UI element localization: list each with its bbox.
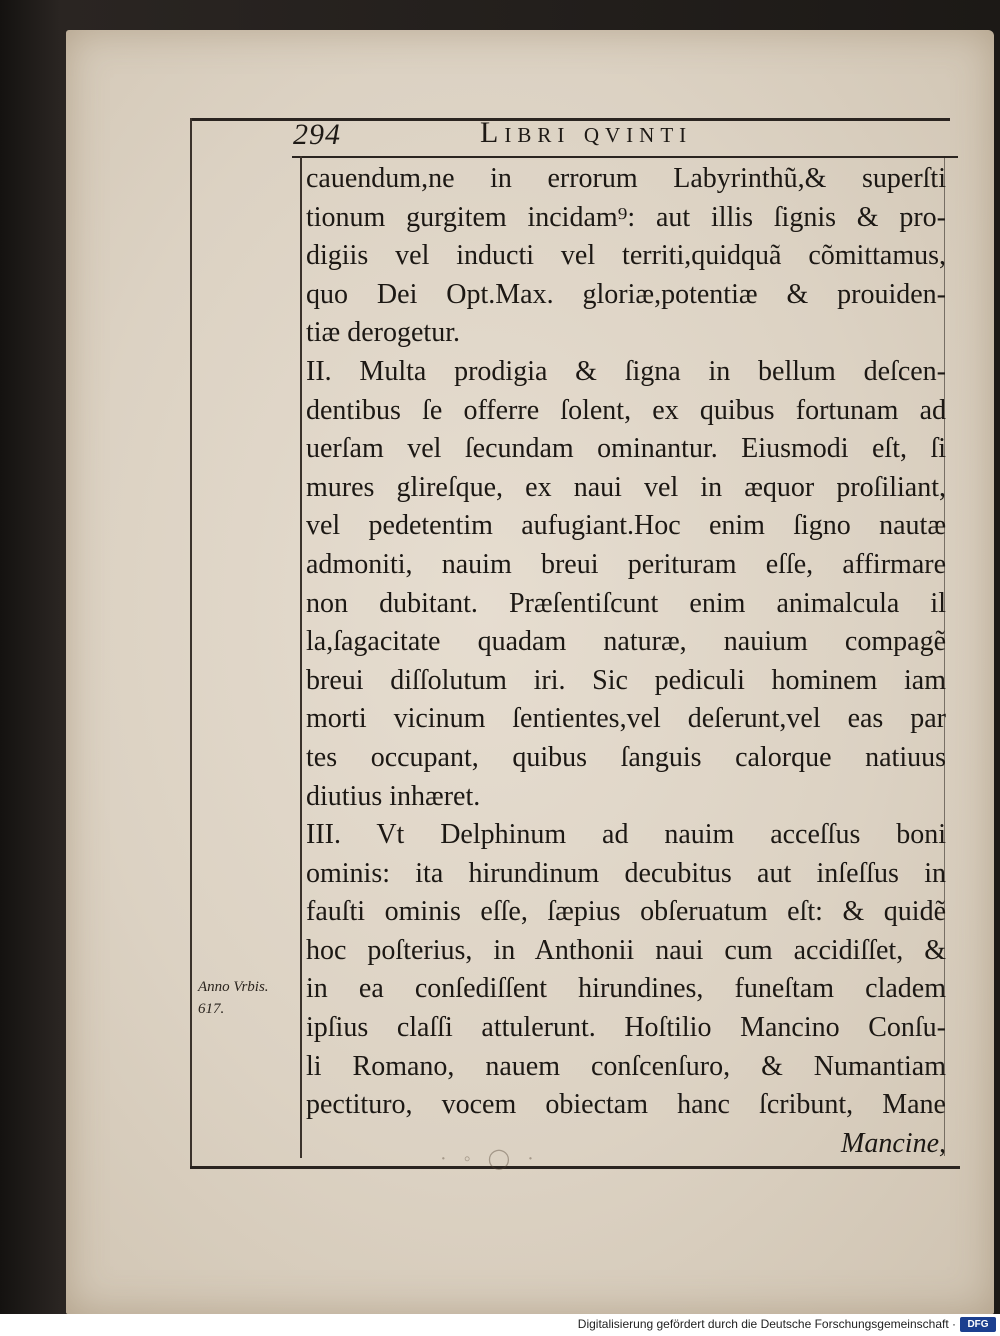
text-line: II. Multa prodigia & ſigna in bellum deſcen- — [306, 355, 946, 387]
text-line: tes occupant, quibus ſanguis calorque natiuus — [306, 741, 946, 773]
catchword: Mancine, — [841, 1127, 946, 1159]
text-line: dentibus ſe offerre ſolent, ex quibus fortunam ad — [306, 394, 946, 426]
text-line: tiæ derogetur. — [306, 317, 460, 349]
margin-note — [198, 976, 298, 1020]
text-line: mures glireſque, ex naui vel in æquor proſiliant, — [306, 471, 946, 503]
text-line: hoc poſterius, in Anthonii naui cum accidiſſet, & — [306, 934, 946, 966]
text-line: digiis vel inducti vel territi,quidquã cõmittamus, — [306, 240, 946, 272]
text-line: vel pedetentim aufugiant.Hoc enim ſigno nautæ — [306, 510, 946, 542]
frame-left-rule — [190, 118, 192, 1168]
margin-note-line: 617. — [198, 1001, 225, 1017]
text-line: li Romano, nauem conſcenſuro, & Numantiam — [306, 1050, 946, 1082]
text-line: tionum gurgitem incidam⁹: aut illis ſignis & pro- — [306, 201, 946, 233]
text-line: in ea conſediſſent hirundines, funeſtam cladem — [306, 973, 946, 1005]
text-line: pectituro, vocem obiectam hanc ſcribunt, Mane — [306, 1089, 946, 1121]
bleed-through-ornament: · ◦ ◯ · — [440, 1148, 540, 1170]
text-line: admoniti, nauim breui perituram eſſe, affirmare — [306, 548, 946, 580]
footer-bar — [0, 1314, 1000, 1336]
header-rule — [292, 156, 958, 158]
text-line: quo Dei Opt.Max. gloriæ,potentiæ & prouiden- — [306, 278, 946, 310]
body-text — [306, 160, 946, 1163]
text-line: ominis: ita hirundinum decubitus aut inſeſſus in — [306, 857, 946, 889]
text-line: diutius inhæret. — [306, 780, 481, 812]
text-column-rule — [300, 156, 302, 1158]
text-line: morti vicinum ſentientes,vel deſerunt,vel eas par — [306, 703, 946, 735]
running-head: Libri qvinti — [480, 116, 693, 149]
text-line: breui diſſolutum iri. Sic pediculi hominem iam — [306, 664, 946, 696]
footer-credit: Digitalisierung gefördert durch die Deutsche Forschungsgemeinschaft · — [577, 1317, 956, 1331]
text-line: III. Vt Delphinum ad nauim acceſſus boni — [306, 819, 946, 851]
text-line: ipſius claſſi attulerunt. Hoſtilio Mancino Conſu- — [306, 1012, 946, 1044]
margin-note-line: Anno Vrbis. — [198, 979, 269, 995]
text-line: fauſti ominis eſſe, ſæpius obſeruatum eſt: & quidẽ — [306, 896, 946, 928]
page-number: 294 — [293, 118, 341, 151]
text-line: cauendum,ne in errorum Labyrinthũ,& superſti — [306, 163, 946, 194]
text-line: non dubitant. Præſentiſcunt enim animalcula il — [306, 587, 946, 619]
frame-bottom-rule — [190, 1166, 960, 1169]
text-line: la,ſagacitate quadam naturæ, nauium compagẽ — [306, 626, 946, 658]
dfg-logo[interactable]: DFG — [960, 1317, 996, 1332]
text-line: uerſam vel ſecundam ominantur. Eiusmodi eſt, ſi — [306, 433, 946, 465]
